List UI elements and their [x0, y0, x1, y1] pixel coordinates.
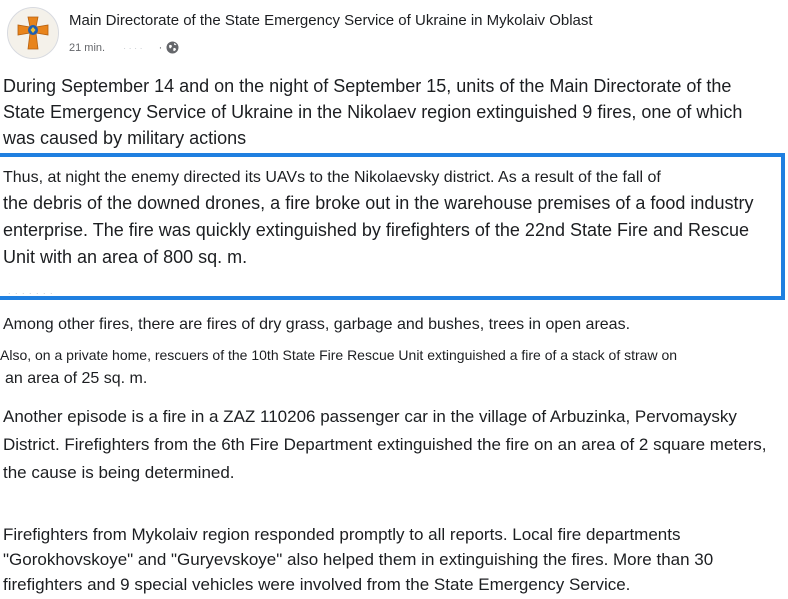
- post-meta: [69, 41, 179, 54]
- emblem-icon: [8, 8, 58, 58]
- paragraph-2-body: the debris of the downed drones, a fire broke out in the warehouse premises of a food industry enterprise. The fire was quickly extinguished by firefighters of the 22nd State Fire and Rescue Unit with an area of 800 sq. m.: [3, 193, 754, 267]
- post-paragraph-2: [3, 166, 776, 271]
- post-paragraph-3: Among other fires, there are fires of dry grass, garbage and bushes, trees in open areas.: [3, 316, 631, 333]
- avatar[interactable]: [7, 7, 59, 59]
- post-paragraph-6: Firefighters from Mykolaiv region responded promptly to all reports. Local fire departments "Gorokhovskoye" and "Guryevskoye" also helped them in extinguishing the fires. More than 30 firefighters and 9 special vehicles were involved from the State Emergency Service.: [3, 525, 714, 594]
- faint-separator: . . . . . . .: [8, 286, 54, 296]
- globe-icon[interactable]: [166, 41, 179, 54]
- post-paragraph-1: During September 14 and on the night of September 15, units of the Main Directorate of the State Emergency Service of Ukraine in the Nikolaev region extinguished 9 fires, one of which was caused by military actions: [3, 76, 743, 148]
- post-paragraph-5: Another episode is a fire in a ZAZ 110206 passenger car in the village of Arbuzinka, Pervomaysky District. Firefighters from the 6th Fire Department extinguished the fire on an area of 2 square meters, the cause is being determined.: [3, 407, 767, 482]
- post-time[interactable]: 21 min.: [69, 41, 106, 54]
- page-name-link[interactable]: Main Directorate of the State Emergency Service of Ukraine in Mykolaiv Oblast: [69, 12, 593, 29]
- paragraph-2-line-1: Thus, at night the enemy directed its UAVs to the Nikolaevsky district. As a result of the fall of: [3, 169, 661, 186]
- paragraph-4-line-1: Also, on a private home, rescuers of the 10th State Fire Rescue Unit extinguished a fire of a stack of straw on: [0, 347, 678, 363]
- post-paragraph-4: [0, 344, 778, 392]
- meta-separator: ·: [158, 41, 163, 54]
- faint-dots: · · · ·: [123, 42, 143, 53]
- paragraph-4-line-2: an area of 25 sq. m.: [5, 370, 148, 387]
